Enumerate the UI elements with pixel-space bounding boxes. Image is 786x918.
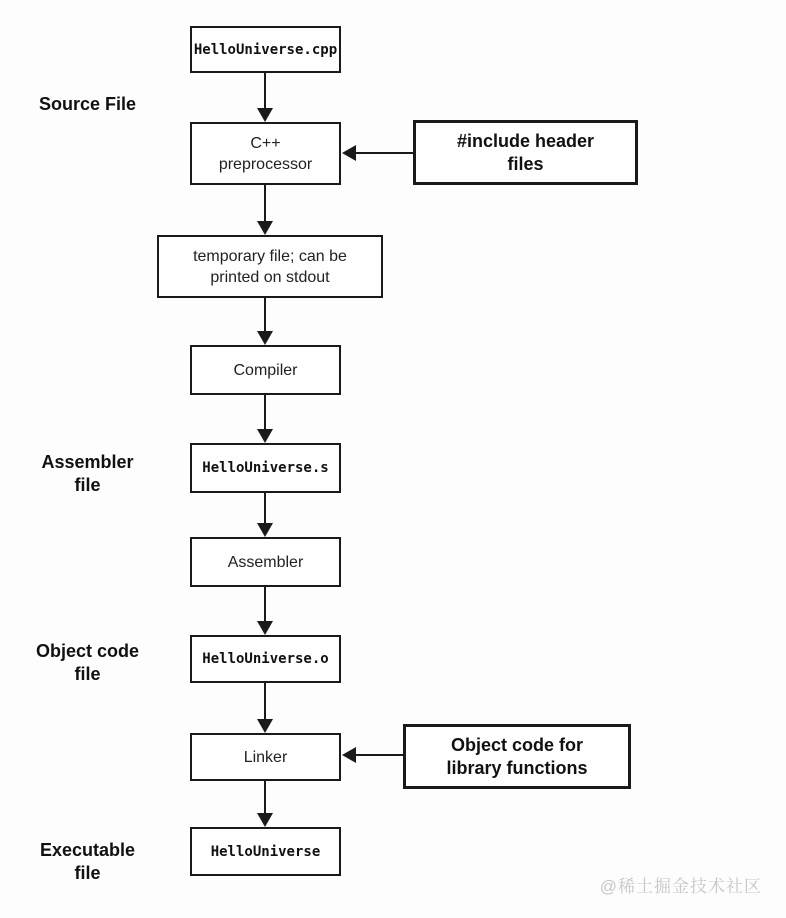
label-executable-file-line1: Executable [39, 840, 136, 860]
node-temp-file-line2: printed on stdout [210, 268, 330, 286]
node-object-file-box [190, 635, 341, 683]
node-preprocessor-line2: preprocessor [218, 155, 313, 173]
node-include-headers-line1: #include header [456, 130, 595, 151]
label-executable-file-line2: file [74, 863, 101, 883]
arrow-linker-to-executable-line [264, 781, 266, 814]
arrow-compiler-to-assembler-file-line [264, 395, 266, 430]
arrow-assembler-to-object-file-line [264, 587, 266, 622]
node-include-headers-box [413, 120, 638, 185]
node-compiler-label: Compiler [233, 361, 298, 379]
node-source-file-label: HelloUniverse.cpp [193, 41, 338, 58]
node-assembler-box [190, 537, 341, 587]
node-assembler-label: Assembler [227, 553, 304, 571]
node-temp-file-line1: temporary file; can be [193, 247, 347, 265]
node-executable-box [190, 827, 341, 876]
node-library-objects-line2: library functions [446, 757, 588, 778]
arrow-linker-to-executable-head-icon [257, 813, 273, 827]
arrow-temp-to-compiler-line [264, 298, 266, 332]
label-executable-file [15, 839, 160, 885]
arrow-library-to-linker-head-icon [342, 747, 356, 763]
node-compiler-box [190, 345, 341, 395]
node-library-objects-box [403, 724, 631, 789]
node-linker-label: Linker [243, 748, 288, 766]
node-library-objects-line1: Object code for [450, 734, 584, 755]
node-preprocessor-line1: C++ [250, 134, 281, 152]
node-assembler-file-box [190, 443, 341, 493]
node-linker-box [190, 733, 341, 781]
arrow-include-to-preprocessor-head-icon [342, 145, 356, 161]
arrow-source-to-preprocessor-line [264, 73, 266, 109]
node-include-headers-line2: files [507, 153, 544, 174]
node-assembler-file-label: HelloUniverse.s [202, 460, 329, 476]
arrow-assembler-file-to-assembler-head-icon [257, 523, 273, 537]
label-object-code-file [15, 640, 160, 686]
watermark-text: @稀土掘金技术社区 [599, 877, 762, 896]
arrow-assembler-file-to-assembler-line [264, 493, 266, 524]
label-object-code-file-line1: Object code [35, 641, 140, 661]
node-executable-label: HelloUniverse [210, 843, 321, 860]
label-assembler-file [15, 451, 160, 497]
arrow-include-to-preprocessor-line [356, 152, 413, 154]
arrow-temp-to-compiler-head-icon [257, 331, 273, 345]
arrow-compiler-to-assembler-file-head-icon [257, 429, 273, 443]
label-source-file: Source File [38, 94, 137, 114]
arrow-library-to-linker-line [356, 754, 403, 756]
node-temp-file-box [157, 235, 383, 298]
node-object-file-label: HelloUniverse.o [202, 651, 329, 667]
label-assembler-file-line1: Assembler [41, 452, 134, 472]
label-object-code-file-line2: file [74, 664, 101, 684]
node-source-file-box [190, 26, 341, 73]
arrow-preprocessor-to-temp-head-icon [257, 221, 273, 235]
arrow-preprocessor-to-temp-line [264, 185, 266, 222]
arrow-object-file-to-linker-head-icon [257, 719, 273, 733]
arrow-object-file-to-linker-line [264, 683, 266, 720]
arrow-assembler-to-object-file-head-icon [257, 621, 273, 635]
arrow-source-to-preprocessor-head-icon [257, 108, 273, 122]
node-preprocessor-box [190, 122, 341, 185]
label-assembler-file-line2: file [74, 475, 101, 495]
